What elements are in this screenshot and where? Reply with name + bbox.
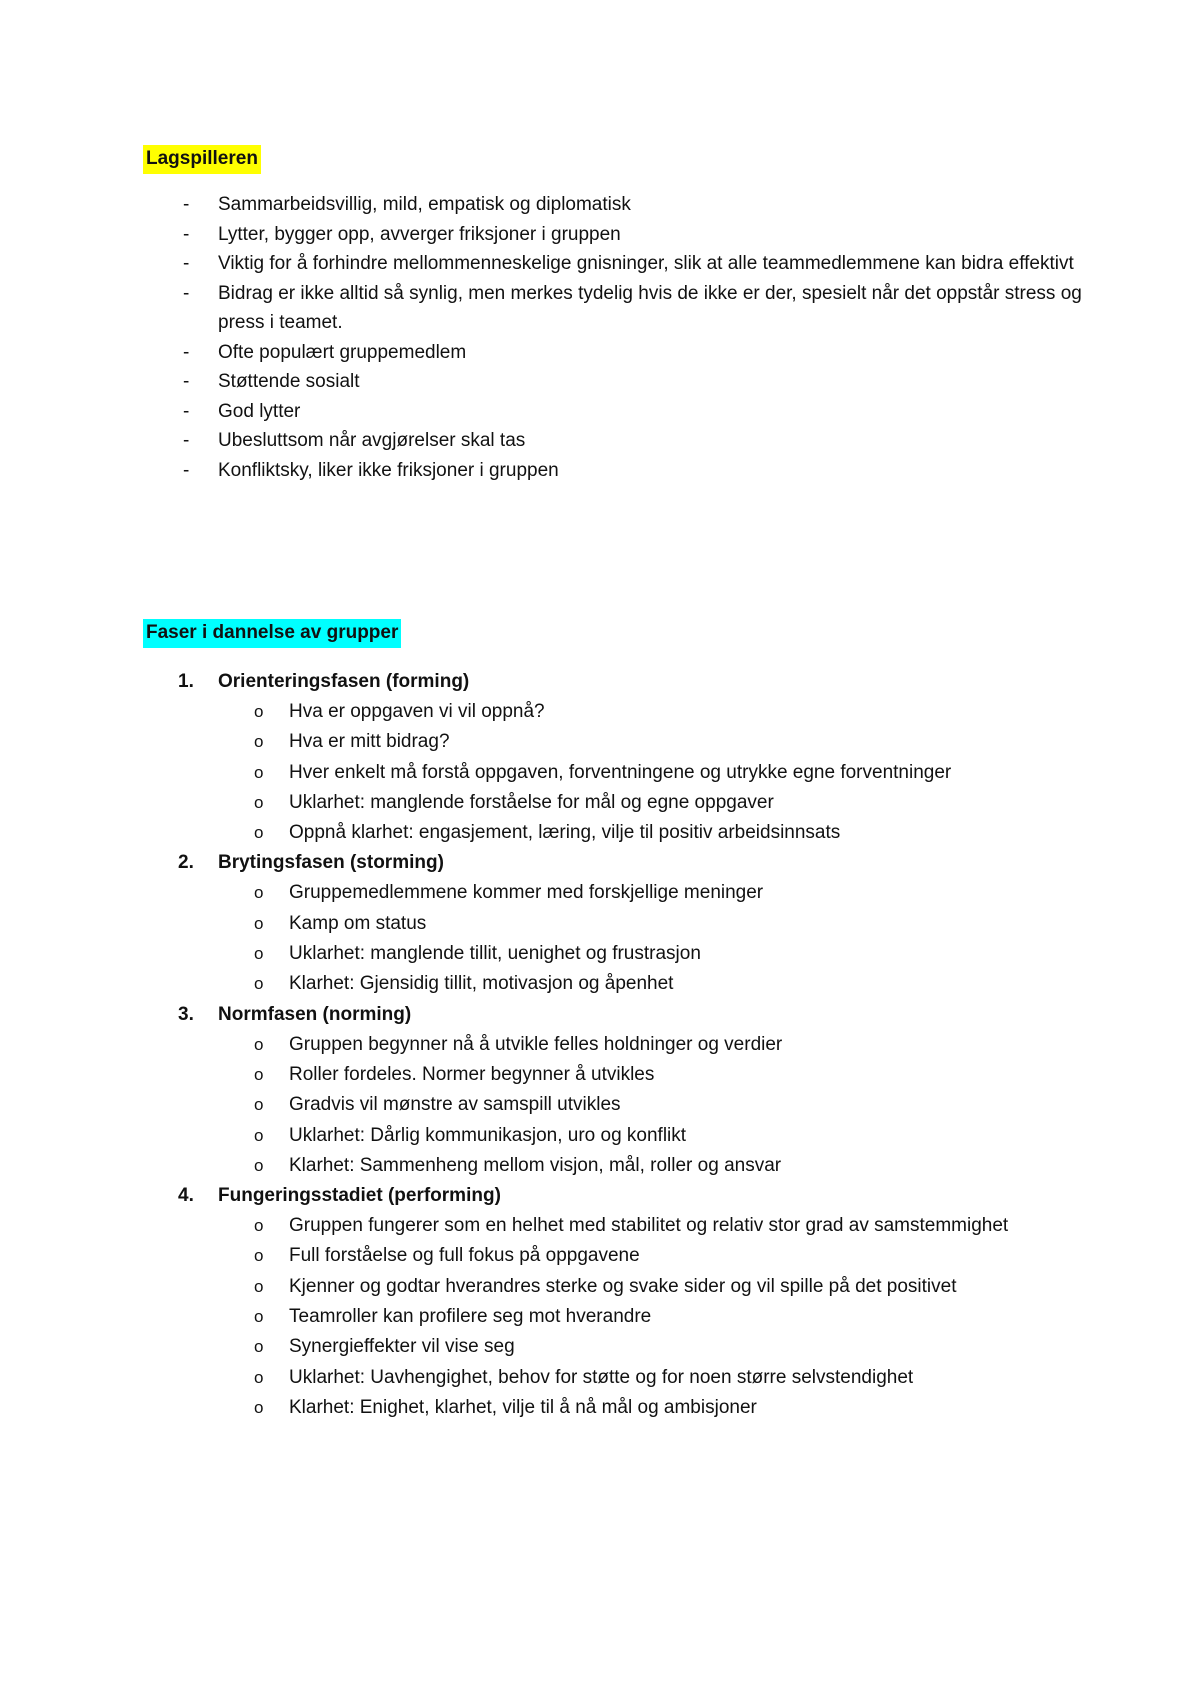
list-item	[254, 818, 1078, 848]
phase-item	[178, 667, 1078, 848]
list-item	[183, 397, 1083, 427]
list-item	[254, 1241, 1078, 1271]
phase-number: 3.	[178, 1003, 194, 1025]
list-item-text: Roller fordeles. Normer begynner å utvikles	[289, 1063, 655, 1085]
list-item	[254, 1393, 1078, 1423]
list-item	[254, 1151, 1078, 1181]
circle-bullet: o	[254, 762, 264, 782]
list-item	[254, 969, 1078, 999]
list-item-text: Kamp om status	[289, 912, 427, 934]
phase-title: Brytingsfasen (storming)	[218, 852, 444, 874]
phase-number: 2.	[178, 852, 194, 874]
dash-bullet: -	[183, 371, 190, 392]
phases-list	[178, 667, 1078, 1423]
list-item-text: Bidrag er ikke alltid så synlig, men merkes tydelig hvis de ikke er der, spesielt når det oppstår stress og press i teamet.	[218, 282, 1082, 333]
phase-item	[178, 848, 1078, 999]
list-item-text: Oppnå klarhet: engasjement, læring, vilje til positiv arbeidsinnsats	[289, 822, 841, 844]
list-item-text: Ofte populært gruppemedlem	[218, 341, 467, 363]
list-item-text: Viktig for å forhindre mellommenneskelige gnisninger, slik at alle teammedlemmene kan bidra effektivt	[218, 253, 1074, 274]
list-item-text: Synergieffekter vil vise seg	[289, 1336, 515, 1358]
phase-number: 1.	[178, 671, 194, 692]
dash-bullet: -	[183, 253, 190, 274]
list-item	[254, 1090, 1078, 1120]
dash-bullet: -	[183, 194, 190, 215]
list-item-text: Hva er oppgaven vi vil oppnå?	[289, 701, 545, 722]
phase-sub-list	[254, 878, 1078, 999]
list-item-text: Gruppemedlemmene kommer med forskjellige meninger	[289, 882, 764, 904]
circle-bullet: o	[254, 883, 264, 903]
phase-title: Normfasen (norming)	[218, 1003, 412, 1025]
circle-bullet: o	[254, 944, 264, 964]
list-item	[254, 878, 1078, 908]
circle-bullet: o	[254, 1125, 264, 1145]
circle-bullet: o	[254, 1246, 264, 1266]
circle-bullet: o	[254, 1064, 264, 1084]
list-item	[254, 727, 1078, 757]
list-item	[254, 1060, 1078, 1090]
list-item	[254, 1332, 1078, 1362]
list-item	[183, 220, 1083, 250]
circle-bullet: o	[254, 1155, 264, 1175]
list-item	[183, 249, 1083, 279]
list-item	[254, 1302, 1078, 1332]
list-item	[254, 1272, 1078, 1302]
list-item-text: Uklarhet: Uavhengighet, behov for støtte og for noen større selvstendighet	[289, 1366, 914, 1388]
list-item-text: Klarhet: Enighet, klarhet, vilje til å nå mål og ambisjoner	[289, 1396, 757, 1418]
phase-item	[178, 1181, 1078, 1423]
phase-sub-list	[254, 697, 1078, 848]
list-item-text: Hva er mitt bidrag?	[289, 731, 450, 753]
list-item	[254, 909, 1078, 939]
list-item-text: Klarhet: Sammenheng mellom visjon, mål, roller og ansvar	[289, 1154, 782, 1176]
list-item-text: Ubesluttsom når avgjørelser skal tas	[218, 430, 526, 451]
dash-bullet: -	[183, 400, 190, 422]
list-item	[254, 1211, 1078, 1241]
phase-title: Fungeringsstadiet (performing)	[218, 1185, 501, 1207]
circle-bullet: o	[254, 732, 264, 752]
dash-bullet: -	[183, 223, 190, 245]
list-item-text: Hver enkelt må forstå oppgaven, forventningene og utrykke egne forventninger	[289, 761, 952, 783]
list-item-text: Lytter, bygger opp, avverger friksjoner i gruppen	[218, 223, 621, 245]
circle-bullet: o	[254, 1095, 264, 1115]
section-heading-lagspilleren: Lagspilleren	[143, 145, 261, 174]
circle-bullet: o	[254, 1276, 264, 1296]
circle-bullet: o	[254, 702, 264, 721]
dash-bullet: -	[183, 459, 190, 481]
list-item	[254, 788, 1078, 818]
list-item	[254, 1363, 1078, 1393]
list-item-text: Gruppen begynner nå å utvikle felles holdninger og verdier	[289, 1033, 783, 1055]
circle-bullet: o	[254, 913, 264, 933]
dash-bullet: -	[183, 430, 190, 451]
list-item-text: Teamroller kan profilere seg mot hverandre	[289, 1306, 652, 1328]
list-item-text: Støttende sosialt	[218, 371, 360, 392]
list-item-text: Full forståelse og full fokus på oppgavene	[289, 1245, 640, 1267]
list-item-text: Uklarhet: manglende tillit, uenighet og frustrasjon	[289, 943, 701, 965]
circle-bullet: o	[254, 1337, 264, 1357]
list-item-text: Gradvis vil mønstre av samspill utvikles	[289, 1094, 621, 1116]
list-item	[183, 279, 1083, 338]
circle-bullet: o	[254, 974, 264, 994]
phase-title: Orienteringsfasen (forming)	[218, 671, 470, 692]
lagspilleren-list	[183, 190, 1083, 485]
section-heading-faser: Faser i dannelse av grupper	[143, 619, 401, 648]
list-item-text: Uklarhet: manglende forståelse for mål og egne oppgaver	[289, 791, 774, 813]
dash-bullet: -	[183, 341, 190, 363]
circle-bullet: o	[254, 1367, 264, 1387]
list-item	[183, 456, 1083, 486]
list-item	[183, 190, 1083, 220]
circle-bullet: o	[254, 1307, 264, 1327]
list-item-text: Kjenner og godtar hverandres sterke og svake sider og vil spille på det positivet	[289, 1275, 957, 1297]
list-item	[183, 367, 1083, 397]
phase-sub-list	[254, 1211, 1078, 1423]
circle-bullet: o	[254, 1216, 264, 1236]
list-item	[254, 939, 1078, 969]
list-item	[254, 1121, 1078, 1151]
circle-bullet: o	[254, 792, 264, 812]
list-item-text: Konfliktsky, liker ikke friksjoner i gruppen	[218, 459, 559, 481]
list-item	[254, 1030, 1078, 1060]
circle-bullet: o	[254, 1397, 264, 1417]
list-item-text: Sammarbeidsvillig, mild, empatisk og diplomatisk	[218, 194, 631, 215]
list-item	[254, 758, 1078, 788]
list-item-text: Uklarhet: Dårlig kommunikasjon, uro og konflikt	[289, 1124, 687, 1146]
dash-bullet: -	[183, 282, 190, 304]
list-item-text: Gruppen fungerer som en helhet med stabilitet og relativ stor grad av samstemmighet	[289, 1215, 1009, 1237]
phase-number: 4.	[178, 1185, 194, 1207]
list-item	[183, 338, 1083, 368]
phase-sub-list	[254, 1030, 1078, 1181]
circle-bullet: o	[254, 1034, 264, 1054]
list-item	[254, 697, 1078, 727]
list-item	[183, 426, 1083, 456]
circle-bullet: o	[254, 823, 264, 843]
list-item-text: God lytter	[218, 400, 301, 422]
phase-item	[178, 1000, 1078, 1181]
list-item-text: Klarhet: Gjensidig tillit, motivasjon og åpenhet	[289, 973, 674, 995]
